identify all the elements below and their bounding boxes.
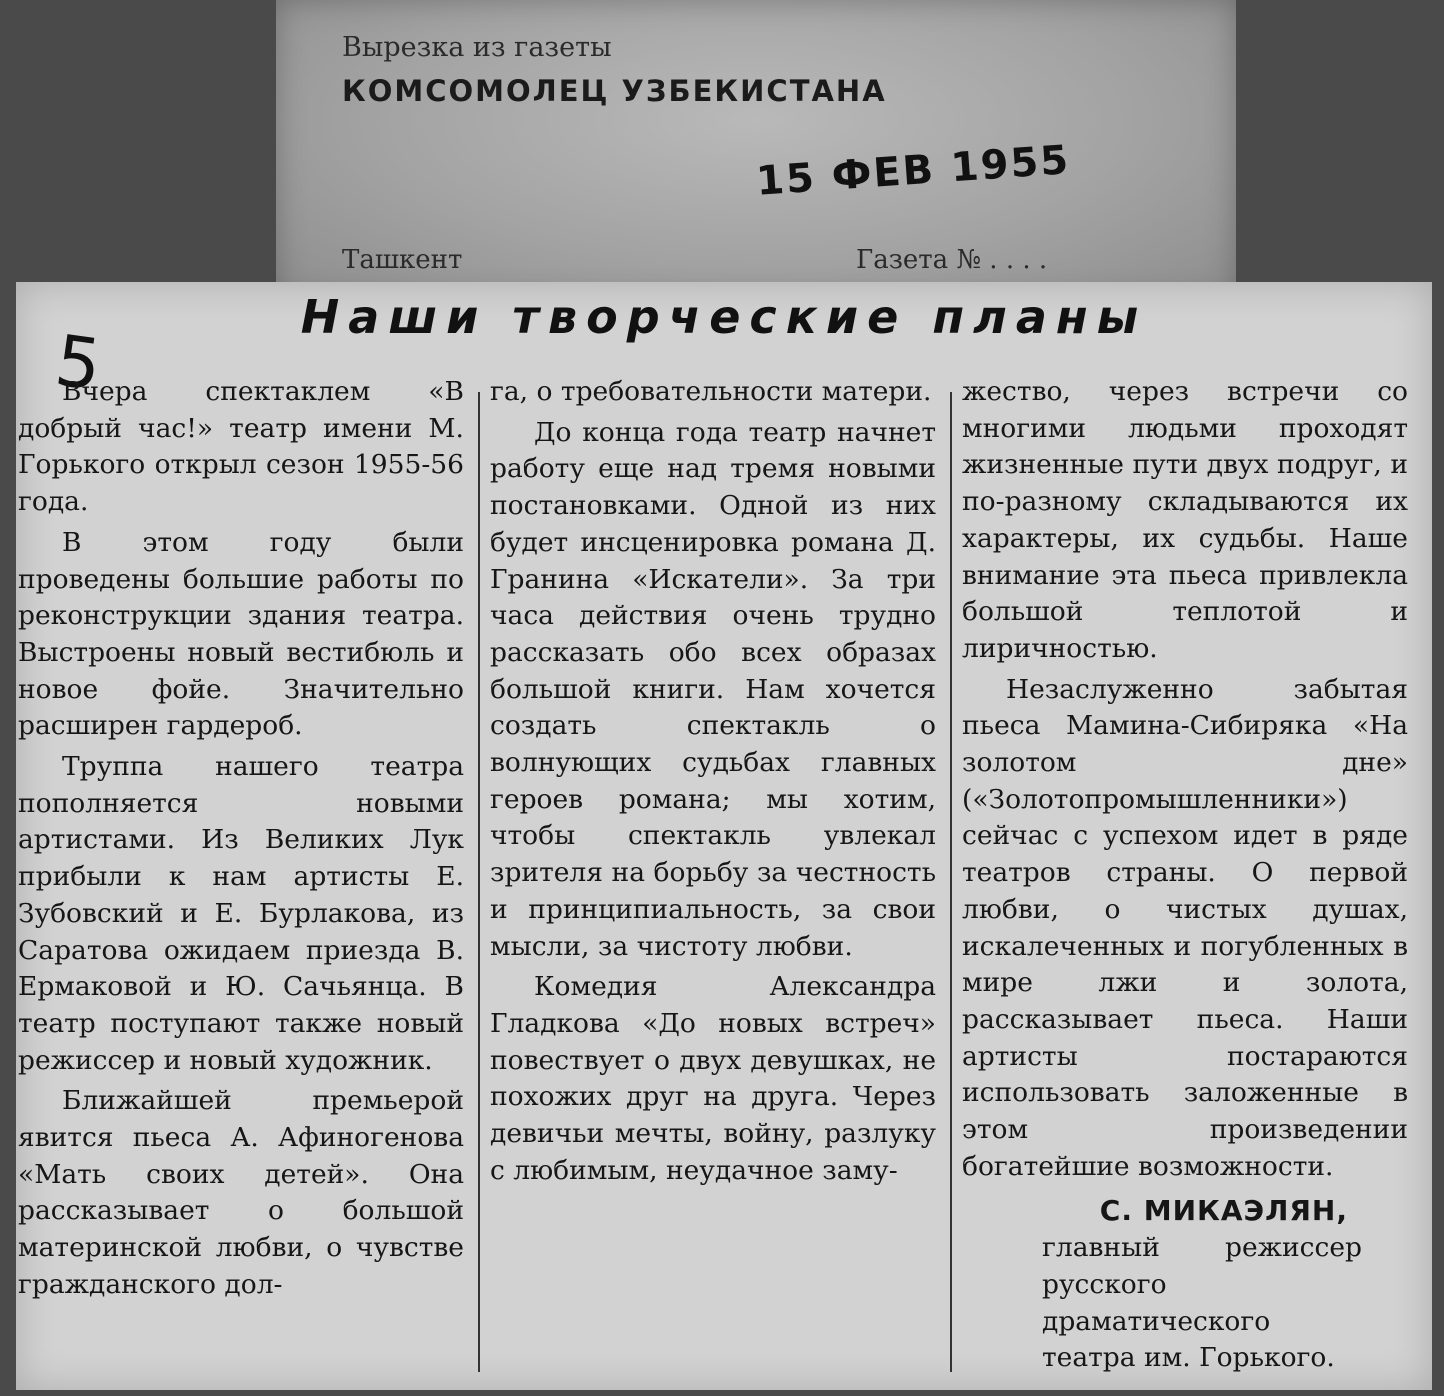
paragraph: Труппа нашего театра пополняется новыми артистами. Из Великих Лук прибыли к нам артисты Е. Зубовский и Е. Бурлакова, из Саратова ожидаем приезда В. Ермаковой и Ю. Сачьянца. В театр поступают также новый режиссер и новый художник.: [18, 751, 464, 1076]
author-name: С. МИКАЭЛЯН,: [1099, 1194, 1348, 1228]
paragraph: В этом году были проведены большие работы по реконструкции здания театра. Выстроены новый вестибюль и новое фойе. Значительно расширен гардероб.: [18, 526, 464, 742]
archive-label-slip: [276, 0, 1236, 300]
article-column-3: [962, 374, 1408, 1377]
article-column-2: [490, 374, 936, 1189]
paragraph: Ближайшей премьерой явится пьеса А. Афиногенова «Мать своих детей». Она рассказывает о большой материнской любви, о чувстве гражданского дол-: [18, 1085, 464, 1300]
author-title: главный режиссер русского драматического театра им. Горького.: [1042, 1232, 1362, 1374]
issue-number-label: Газета № . . . .: [856, 245, 1048, 275]
paragraph: Незаслуженно забытая пьеса Мамина-Сибиряка «На золотом дне» («Золотопромышленники») сейчас с успехом идет в ряде театров страны. О первой любви, о чистых душах, искалеченных и погубленных в мире лжи и золота, рассказывает пьеса. Наши артисты постараются использовать заложенные в этом произведении богатейшие возможности.: [962, 673, 1408, 1182]
newspaper-clipping: [16, 282, 1432, 1390]
article-headline: Наши творческие планы: [300, 290, 1148, 344]
paragraph: До конца года театр начнет работу еще над тремя новыми постановками. Одной из них будет инсценировка романа Д. Гранина «Искатели». За три часа действия очень трудно рассказать обо всех образах большой книги. Нам хочется создать спектакль о волнующих судьбах главных героев романа; мы хотим, чтобы спектакль увлекал зрителя на борьбу за честность и принципиальность, за свои мысли, за чистоту любви.: [490, 416, 936, 962]
paragraph: Комедия Александра Гладкова «До новых встреч» повествует о двух девушках, не похожих друг на друга. Через девичьи мечты, войну, разлуку с любимым, неудачное заму-: [490, 971, 936, 1186]
article-column-1: [18, 374, 464, 1304]
newspaper-name: КОМСОМОЛЕЦ УЗБЕКИСТАНА: [342, 74, 887, 108]
paragraph: Вчера спектаклем «В добрый час!» театр имени М. Горького открыл сезон 1955-56 года.: [18, 376, 464, 518]
date-stamp: 15 ФЕВ 1955: [754, 137, 1072, 205]
column-divider: [478, 392, 480, 1372]
handwritten-mark: 5: [50, 319, 107, 407]
city-label: Ташкент: [342, 245, 463, 275]
source-label: Вырезка из газеты: [342, 32, 612, 63]
column-divider: [950, 392, 952, 1372]
paragraph: жество, через встречи со многими людьми проходят жизненные пути двух подруг, и по-разному складываются их характеры, их судьбы. Наше внимание эта пьеса привлекла большой теплотой и лиричностью.: [962, 376, 1408, 664]
paragraph: га, о требовательности матери.: [490, 376, 932, 407]
